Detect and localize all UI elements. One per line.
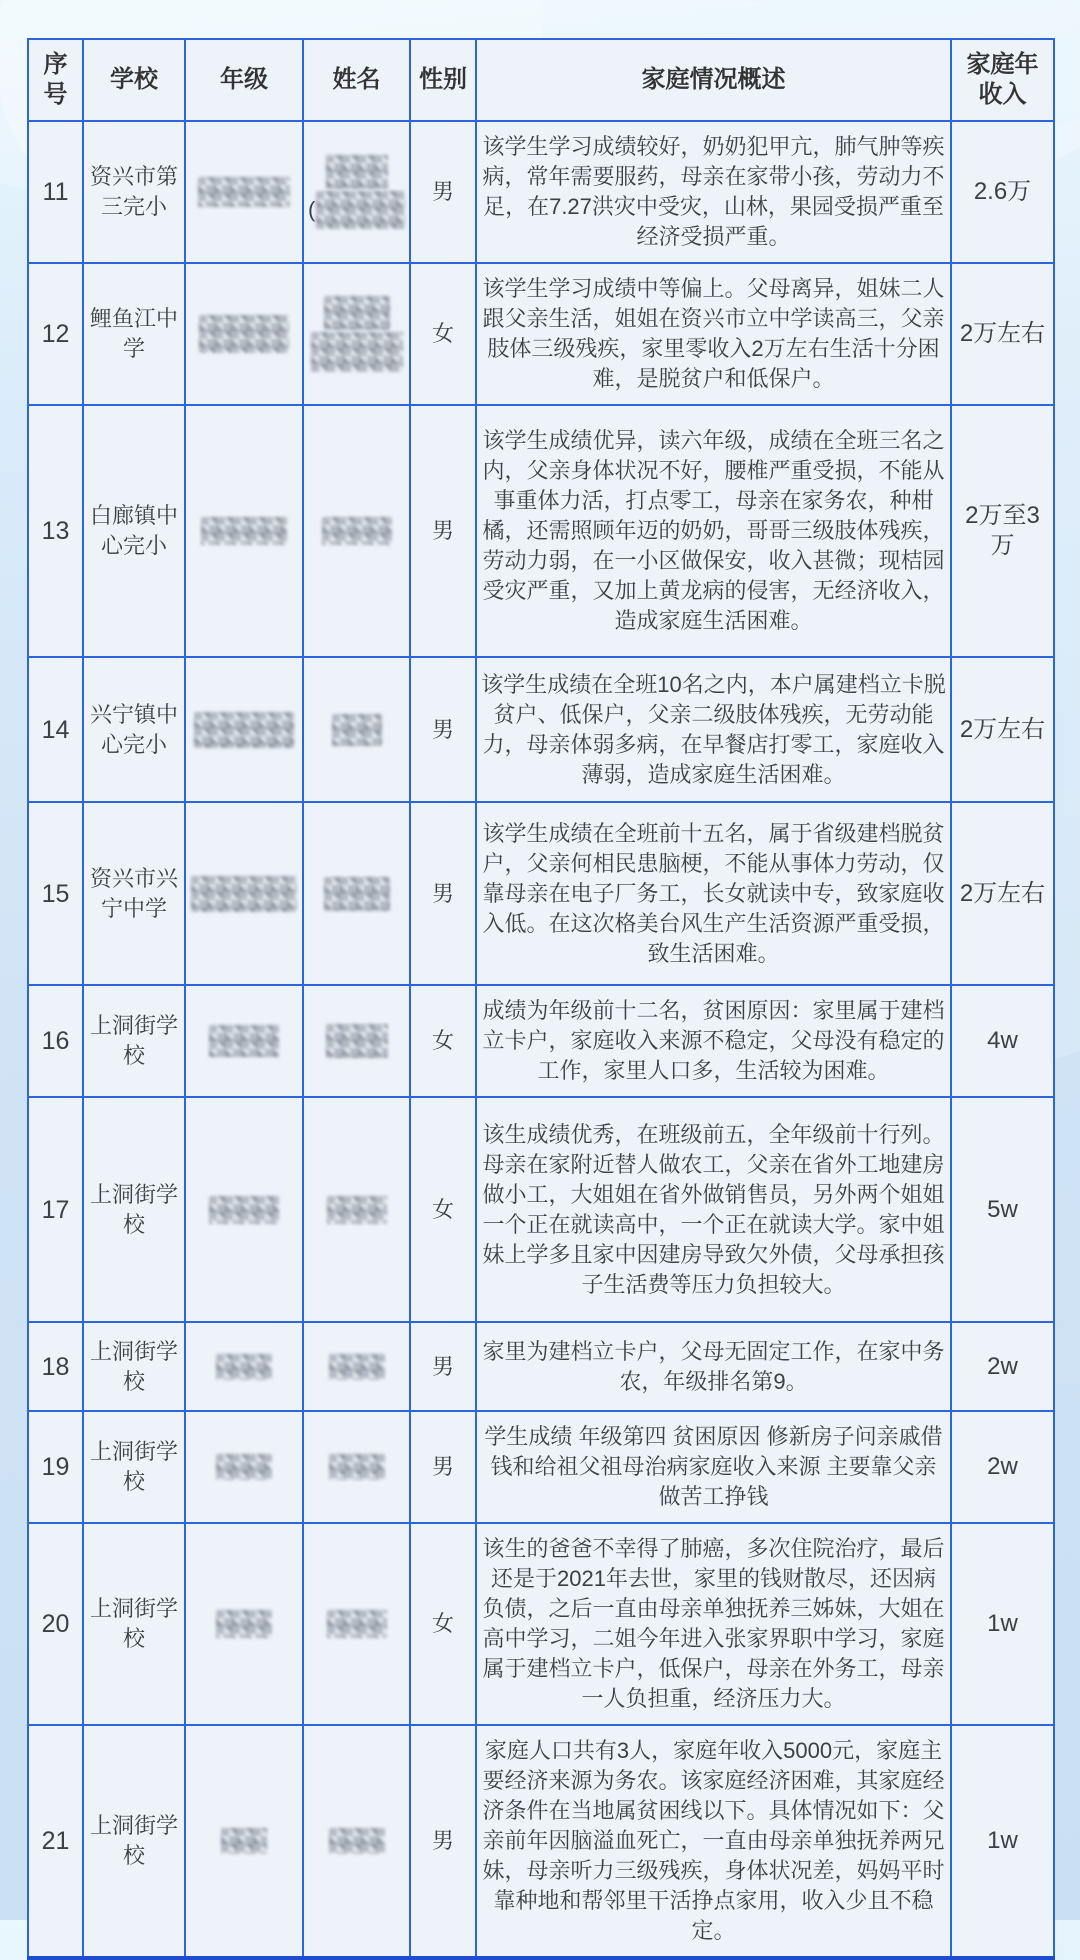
cell-serial-number: 14 xyxy=(28,657,83,802)
cell-annual-income: 2万左右 xyxy=(951,802,1054,985)
cell-grade-redacted xyxy=(185,263,303,405)
redacted-name-line xyxy=(308,517,405,545)
cell-annual-income: 1w xyxy=(951,1725,1054,1958)
redacted-grade-line xyxy=(190,517,298,545)
cell-annual-income: 2w xyxy=(951,1322,1054,1411)
redacted-grade-pixelated-blur xyxy=(216,1610,272,1638)
cell-name-redacted xyxy=(303,405,410,657)
redacted-name-pixelated-blur xyxy=(329,1354,385,1380)
cell-serial-number: 13 xyxy=(28,405,83,657)
cell-gender: 男 xyxy=(410,1411,476,1523)
cell-school: 上洞街学校 xyxy=(83,1322,185,1411)
cell-family-summary: 该学生成绩在全班10名之内，本户属建档立卡脱贫户、低保户，父亲二级肢体残疾，无劳动能力，母亲体弱多病，在早餐店打零工，家庭收入薄弱，造成家庭生活困难。 xyxy=(476,657,951,802)
redacted-grade-pixelated-blur xyxy=(198,177,290,207)
column-header-0: 序号 xyxy=(28,39,83,121)
cell-school: 上洞街学校 xyxy=(83,1097,185,1322)
redacted-name-line xyxy=(308,155,405,189)
redacted-name-pixelated-blur xyxy=(326,1024,388,1058)
cell-name-redacted xyxy=(303,1523,410,1725)
cell-grade-redacted xyxy=(185,985,303,1097)
redacted-name-pixelated-blur xyxy=(327,1610,387,1638)
cell-serial-number: 11 xyxy=(28,121,83,263)
column-header-1: 学校 xyxy=(83,39,185,121)
table-row xyxy=(28,657,1054,802)
cell-gender: 男 xyxy=(410,1322,476,1411)
cell-name-redacted xyxy=(303,985,410,1097)
column-header-6: 家庭年收入 xyxy=(951,39,1054,121)
cell-gender: 女 xyxy=(410,985,476,1097)
redacted-grade-pixelated-blur xyxy=(209,1196,279,1224)
redacted-grade-pixelated-blur xyxy=(221,1828,267,1854)
cell-family-summary: 成绩为年级前十二名，贫困原因：家里属于建档立卡户，家庭收入来源不稳定，父母没有稳定的工作，家里人口多，生活较为困难。 xyxy=(476,985,951,1097)
table-row xyxy=(28,802,1054,985)
redacted-name-line xyxy=(308,1024,405,1058)
cell-grade-redacted xyxy=(185,1725,303,1958)
cell-school: 上洞街学校 xyxy=(83,1725,185,1958)
table-row xyxy=(28,121,1054,263)
redacted-grade-pixelated-blur xyxy=(191,876,297,912)
cell-family-summary: 家庭人口共有3人，家庭年收入5000元，家庭主要经济来源为务农。该家庭经济困难，其家庭经济条件在当地属贫困线以下。具体情况如下：父亲前年因脑溢血死亡，一直由母亲单独抚养两兄妹，母亲听力三级残疾，身体状况差，妈妈平时靠种地和帮邻里干活挣点家用，收入少且不稳定。 xyxy=(476,1725,951,1958)
redacted-grade-line xyxy=(190,1828,298,1854)
redacted-grade-line xyxy=(190,315,298,353)
table-row xyxy=(28,985,1054,1097)
redacted-name-pixelated-blur xyxy=(316,191,405,229)
cell-serial-number: 17 xyxy=(28,1097,83,1322)
cell-annual-income: 2w xyxy=(951,1411,1054,1523)
cell-serial-number: 19 xyxy=(28,1411,83,1523)
redacted-name-pixelated-blur xyxy=(329,1454,385,1480)
table-row xyxy=(28,263,1054,405)
redacted-name-line xyxy=(308,191,405,229)
cell-annual-income: 4w xyxy=(951,985,1054,1097)
cell-annual-income: 2万左右 xyxy=(951,263,1054,405)
cell-grade-redacted xyxy=(185,1411,303,1523)
redacted-grade-pixelated-blur xyxy=(216,1454,272,1480)
redacted-name-pixelated-blur xyxy=(329,1828,385,1854)
cell-family-summary: 该生的爸爸不幸得了肺癌，多次住院治疗，最后还是于2021年去世，家里的钱财散尽，还因病负债，之后一直由母亲单独抚养三姊妹，大姐在高中学习，二姐今年进入张家界职中学习，家庭属于建档立卡户，低保户，母亲在外务工，母亲一人负担重，经济压力大。 xyxy=(476,1523,951,1725)
table-row xyxy=(28,1097,1054,1322)
cell-gender: 男 xyxy=(410,1725,476,1958)
redacted-name-visible-prefix: ( xyxy=(308,197,316,222)
cell-name-redacted xyxy=(303,263,410,405)
redacted-grade-line xyxy=(190,1610,298,1638)
cell-family-summary: 该学生学习成绩中等偏上。父母离异，姐妹二人跟父亲生活，姐姐在资兴市立中学读高三，父亲肢体三级残疾，家里零收入2万左右生活十分困难，是脱贫户和低保户。 xyxy=(476,263,951,405)
redacted-name-line xyxy=(308,1196,405,1224)
cell-grade-redacted xyxy=(185,121,303,263)
redacted-name-pixelated-blur xyxy=(311,332,403,372)
redacted-name-pixelated-blur xyxy=(322,517,392,545)
cell-gender: 男 xyxy=(410,405,476,657)
redacted-grade-pixelated-blur xyxy=(216,1354,272,1380)
cell-family-summary: 该生成绩优秀，在班级前五，全年级前十行列。母亲在家附近替人做农工，父亲在省外工地建房做小工，大姐姐在省外做销售员，另外两个姐姐一个正在就读高中，一个正在就读大学。家中姐妹上学多且家中因建房导致欠外债，父母承担孩子生活费等压力负担较大。 xyxy=(476,1097,951,1322)
column-header-4: 性别 xyxy=(410,39,476,121)
cell-family-summary: 家里为建档立卡户，父母无固定工作，在家中务农，年级排名第9。 xyxy=(476,1322,951,1411)
cell-name-redacted xyxy=(303,1322,410,1411)
redacted-grade-line xyxy=(190,177,298,207)
redacted-name-line xyxy=(308,296,405,330)
cell-annual-income: 2万左右 xyxy=(951,657,1054,802)
cell-grade-redacted xyxy=(185,1097,303,1322)
cell-family-summary: 学生成绩 年级第四 贫困原因 修新房子问亲戚借钱和给祖父祖母治病家庭收入来源 主要靠父亲做苦工挣钱 xyxy=(476,1411,951,1523)
redacted-grade-line xyxy=(190,1454,298,1480)
cell-name-redacted xyxy=(303,1411,410,1523)
table-row xyxy=(28,1523,1054,1725)
table-header xyxy=(28,39,1054,121)
table-row xyxy=(28,1725,1054,1958)
redacted-grade-line xyxy=(190,1025,298,1057)
cell-school: 上洞街学校 xyxy=(83,985,185,1097)
cell-annual-income: 2万至3万 xyxy=(951,405,1054,657)
redacted-grade-line xyxy=(190,712,298,748)
cell-gender: 女 xyxy=(410,1523,476,1725)
redacted-name-line xyxy=(308,877,405,911)
cell-school: 鲤鱼江中学 xyxy=(83,263,185,405)
cell-serial-number: 15 xyxy=(28,802,83,985)
cell-school: 资兴市第三完小 xyxy=(83,121,185,263)
cell-grade-redacted xyxy=(185,1322,303,1411)
cell-school: 资兴市兴宁中学 xyxy=(83,802,185,985)
redacted-name-pixelated-blur xyxy=(327,1196,387,1224)
table-row xyxy=(28,1411,1054,1523)
cell-serial-number: 18 xyxy=(28,1322,83,1411)
cell-grade-redacted xyxy=(185,405,303,657)
redacted-name-line xyxy=(308,1828,405,1854)
cell-school: 上洞街学校 xyxy=(83,1411,185,1523)
cell-grade-redacted xyxy=(185,657,303,802)
cell-school: 上洞街学校 xyxy=(83,1523,185,1725)
cell-school: 兴宁镇中心完小 xyxy=(83,657,185,802)
cell-serial-number: 12 xyxy=(28,263,83,405)
redacted-grade-pixelated-blur xyxy=(209,1025,279,1057)
cell-family-summary: 该学生成绩优异，读六年级，成绩在全班三名之内，父亲身体状况不好，腰椎严重受损，不能从事重体力活，打点零工，母亲在家务农，种柑橘，还需照顾年迈的奶奶，哥哥三级肢体残疾，劳动力弱，在一小区做保安，收入甚微；现桔园受灾严重，又加上黄龙病的侵害，无经济收入，造成家庭生活困难。 xyxy=(476,405,951,657)
redacted-grade-pixelated-blur xyxy=(201,517,287,545)
redacted-grade-pixelated-blur xyxy=(194,712,294,748)
table-row xyxy=(28,1322,1054,1411)
redacted-grade-pixelated-blur xyxy=(199,315,289,353)
redacted-grade-line xyxy=(190,1196,298,1224)
redacted-name-line xyxy=(308,1454,405,1480)
table-row xyxy=(28,405,1054,657)
redacted-grade-line xyxy=(190,1354,298,1380)
redacted-name-pixelated-blur xyxy=(324,296,390,330)
cell-gender: 女 xyxy=(410,1097,476,1322)
cell-school: 白廊镇中心完小 xyxy=(83,405,185,657)
cell-gender: 女 xyxy=(410,263,476,405)
redacted-name-line xyxy=(308,1610,405,1638)
cell-name-redacted xyxy=(303,657,410,802)
table-body xyxy=(28,121,1054,1958)
column-header-5: 家庭情况概述 xyxy=(476,39,951,121)
cell-gender: 男 xyxy=(410,657,476,802)
redacted-name-pixelated-blur xyxy=(326,155,388,189)
cell-family-summary: 该学生成绩在全班前十五名，属于省级建档脱贫户，父亲何相民患脑梗，不能从事体力劳动，仅靠母亲在电子厂务工，长女就读中专，致家庭收入低。在这次格美台风生产生活资源严重受损，致生活困难。 xyxy=(476,802,951,985)
cell-gender: 男 xyxy=(410,121,476,263)
cell-serial-number: 21 xyxy=(28,1725,83,1958)
column-header-2: 年级 xyxy=(185,39,303,121)
cell-name-redacted xyxy=(303,802,410,985)
cell-annual-income: 2.6万 xyxy=(951,121,1054,263)
redacted-name-line xyxy=(308,714,405,746)
cell-annual-income: 1w xyxy=(951,1523,1054,1725)
cell-name-redacted xyxy=(303,1097,410,1322)
redacted-name-line xyxy=(308,332,405,372)
redacted-name-pixelated-blur xyxy=(332,714,382,746)
cell-serial-number: 20 xyxy=(28,1523,83,1725)
cell-gender: 男 xyxy=(410,802,476,985)
cell-annual-income: 5w xyxy=(951,1097,1054,1322)
header-row xyxy=(28,39,1054,121)
redacted-name-pixelated-blur xyxy=(324,877,390,911)
redacted-name-line xyxy=(308,1354,405,1380)
cell-name-redacted xyxy=(303,121,410,263)
cell-family-summary: 该学生学习成绩较好，奶奶犯甲亢，肺气肿等疾病，常年需要服药，母亲在家带小孩，劳动力不足，在7.27洪灾中受灾，山林，果园受损严重至经济受损严重。 xyxy=(476,121,951,263)
cell-name-redacted xyxy=(303,1725,410,1958)
cell-grade-redacted xyxy=(185,1523,303,1725)
column-header-3: 姓名 xyxy=(303,39,410,121)
redacted-grade-line xyxy=(190,876,298,912)
student-family-table xyxy=(27,38,1055,1960)
cell-grade-redacted xyxy=(185,802,303,985)
cell-serial-number: 16 xyxy=(28,985,83,1097)
